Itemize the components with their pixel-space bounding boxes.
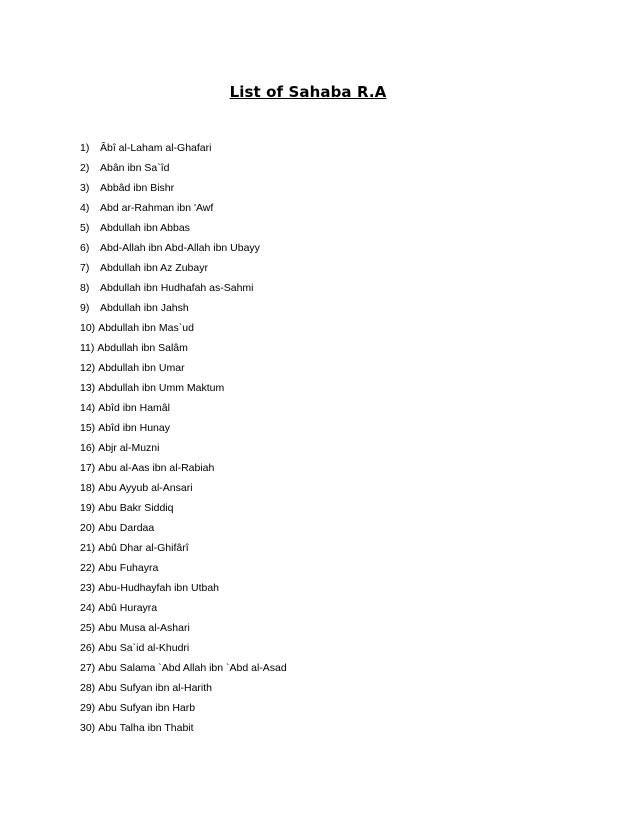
list-item-number: 17) xyxy=(80,462,96,474)
list-item-text: Abjr al-Muzni xyxy=(98,442,160,454)
list-item-text: Abîd ibn Hunay xyxy=(98,422,170,434)
list-item-number: 2) xyxy=(80,162,90,174)
list-item-number: 23) xyxy=(80,582,96,594)
list-item-number: 21) xyxy=(80,542,96,554)
list-item xyxy=(80,622,287,642)
list-item-number: 18) xyxy=(80,482,96,494)
list-item-number: 3) xyxy=(80,182,90,194)
list-item-number: 4) xyxy=(80,202,90,214)
list-item xyxy=(80,302,287,322)
list-item xyxy=(80,402,287,422)
list-item-number: 14) xyxy=(80,402,96,414)
list-item xyxy=(80,142,287,162)
list-item-text: Abu al-Aas ibn al-Rabiah xyxy=(98,462,215,474)
list-item-number: 27) xyxy=(80,662,96,674)
list-item-text: Abîd ibn Hamâl xyxy=(98,402,170,414)
list-item xyxy=(80,162,287,182)
list-item xyxy=(80,442,287,462)
list-item-number: 5) xyxy=(80,222,90,234)
list-item xyxy=(80,462,287,482)
list-item-text: Abu Sufyan ibn Harb xyxy=(98,702,196,714)
list-item xyxy=(80,502,287,522)
list-item-number: 15) xyxy=(80,422,96,434)
list-item xyxy=(80,642,287,662)
list-item xyxy=(80,662,287,682)
list-item-text: Abdullah ibn Hudhafah as-Sahmi xyxy=(100,282,254,294)
list-item xyxy=(80,522,287,542)
list-item xyxy=(80,362,287,382)
list-item-number: 30) xyxy=(80,722,96,734)
list-item xyxy=(80,542,287,562)
list-item-text: Abu-Hudhayfah ibn Utbah xyxy=(98,582,220,594)
list-item-number: 28) xyxy=(80,682,96,694)
list-item-text: Abd-Allah ibn Abd-Allah ibn Ubayy xyxy=(100,242,260,254)
list-item-text: Abbâd ibn Bishr xyxy=(100,182,175,194)
list-item xyxy=(80,242,287,262)
list-item-text: Abu Ayyub al-Ansari xyxy=(98,482,193,494)
list-item xyxy=(80,262,287,282)
list-item xyxy=(80,562,287,582)
list-item-number: 6) xyxy=(80,242,90,254)
list-item-text: Abu Sa`id al-Khudri xyxy=(98,642,190,654)
list-item-number: 9) xyxy=(80,302,90,314)
list-item-text: Abd ar-Rahman ibn 'Awf xyxy=(100,202,214,214)
list-item-text: Abdullah ibn Umm Maktum xyxy=(98,382,225,394)
list-item-text: Abu Salama `Abd Allah ibn `Abd al-Asad xyxy=(98,662,287,674)
list-item-text: Abdullah ibn Az Zubayr xyxy=(100,262,208,274)
list-item-number: 13) xyxy=(80,382,96,394)
list-item-number: 8) xyxy=(80,282,90,294)
list-item-text: Abu Bakr Siddiq xyxy=(98,502,174,514)
list-item-text: Abdullah ibn Abbas xyxy=(100,222,190,234)
list-item xyxy=(80,682,287,702)
list-item-number: 16) xyxy=(80,442,96,454)
list-item-text: Âbî al-Laham al-Ghafari xyxy=(100,142,212,154)
list-item-number: 29) xyxy=(80,702,96,714)
list-item xyxy=(80,342,287,362)
list-item-text: Abu Fuhayra xyxy=(98,562,159,574)
list-item-number: 10) xyxy=(80,322,96,334)
list-item xyxy=(80,602,287,622)
list-item-text: Abdullah ibn Jahsh xyxy=(100,302,189,314)
list-item-text: Abu Sufyan ibn al-Harith xyxy=(98,682,213,694)
list-item-text: Abdullah ibn Salâm xyxy=(97,342,188,354)
list-item-text: Abân ibn Sa`îd xyxy=(100,162,170,174)
list-item xyxy=(80,322,287,342)
list-item-text: Abdullah ibn Umar xyxy=(98,362,185,374)
list-item xyxy=(80,282,287,302)
list-item xyxy=(80,202,287,222)
list-item-text: Abu Musa al-Ashari xyxy=(98,622,190,634)
list-item-number: 12) xyxy=(80,362,96,374)
list-item xyxy=(80,182,287,202)
list-item xyxy=(80,382,287,402)
list-item xyxy=(80,422,287,442)
list-item-number: 22) xyxy=(80,562,96,574)
list-item-text: Abu Dardaa xyxy=(98,522,155,534)
sahaba-list xyxy=(80,142,287,742)
list-item xyxy=(80,482,287,502)
list-item-number: 26) xyxy=(80,642,96,654)
list-item xyxy=(80,582,287,602)
list-item xyxy=(80,222,287,242)
list-item-number: 24) xyxy=(80,602,96,614)
list-item-number: 20) xyxy=(80,522,96,534)
list-item-number: 25) xyxy=(80,622,96,634)
list-item-text: Abû Hurayra xyxy=(98,602,158,614)
list-item-text: Abdullah ibn Mas`ud xyxy=(98,322,194,334)
list-item xyxy=(80,722,287,742)
list-item-text: Abu Talha ibn Thabit xyxy=(98,722,194,734)
list-item-number: 11) xyxy=(80,342,95,354)
document-title: List of Sahaba R.A xyxy=(229,83,387,101)
list-item xyxy=(80,702,287,722)
list-item-number: 1) xyxy=(80,142,90,154)
list-item-text: Abû Dhar al-Ghifârî xyxy=(98,542,189,554)
list-item-number: 7) xyxy=(80,262,90,274)
list-item-number: 19) xyxy=(80,502,96,514)
